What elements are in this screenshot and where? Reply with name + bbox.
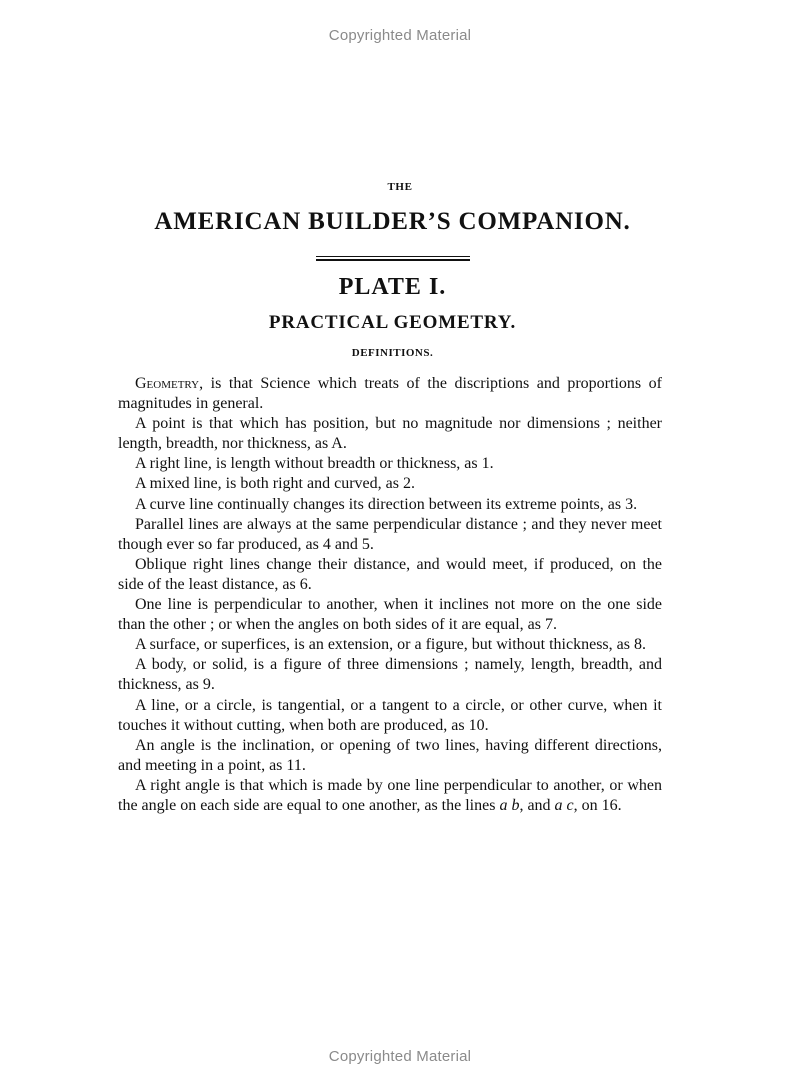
watermark-bottom: Copyrighted Material xyxy=(328,1048,472,1065)
definition-paragraph xyxy=(118,776,662,816)
definition-text: , is that Science which treats of the discriptions and proportions of magnitudes in general. xyxy=(118,375,662,413)
definition-paragraph: A point is that which has position, but no magnitude nor dimensions ; neither length, breadth, nor thickness, as A. xyxy=(118,415,662,453)
definition-lead: Geometry xyxy=(135,375,200,392)
title-kicker: THE xyxy=(387,181,413,193)
definition-paragraph: Parallel lines are always at the same perpendicular distance ; and they never meet though ever so far produced, as 4 and 5. xyxy=(118,515,662,553)
definition-paragraph: A mixed line, is both right and curved, as 2. xyxy=(135,475,415,493)
definition-paragraph: A surface, or superfices, is an extension, or a figure, but without thickness, as 8. xyxy=(135,636,646,654)
book-title: AMERICAN BUILDER’S COMPANION. xyxy=(154,208,631,235)
title-rule xyxy=(316,256,470,261)
section-heading: DEFINITIONS. xyxy=(351,347,434,359)
definition-paragraph: One line is perpendicular to another, when it inclines not more on the one side than the other ; or when the angles on both sides of it are equal, as 7. xyxy=(118,596,662,634)
definition-paragraph xyxy=(118,374,662,414)
definition-paragraph: A right line, is length without breadth or thickness, as 1. xyxy=(135,455,494,473)
definition-paragraph: An angle is the inclination, or opening of two lines, having different directions, and meeting in a point, as 11. xyxy=(118,736,662,774)
subject-heading: PRACTICAL GEOMETRY. xyxy=(268,312,517,333)
definition-text: , on 16. xyxy=(573,796,622,814)
definition-paragraph: A body, or solid, is a figure of three dimensions ; namely, length, breadth, and thickness, as 9. xyxy=(118,656,662,694)
line-label-ab: a b xyxy=(499,796,520,814)
plate-heading: PLATE I. xyxy=(338,274,447,300)
line-label-ac: a c xyxy=(554,796,574,814)
definition-paragraph: A line, or a circle, is tangential, or a tangent to a circle, or other curve, when it touches it without cutting, when both are produced, as 10. xyxy=(118,696,662,734)
definition-paragraph: A curve line continually changes its direction between its extreme points, as 3. xyxy=(135,495,638,513)
watermark-top: Copyrighted Material xyxy=(328,27,472,44)
definitions-body xyxy=(118,374,662,816)
definition-paragraph: Oblique right lines change their distance, and would meet, if produced, on the side of the least distance, as 6. xyxy=(118,555,662,593)
definition-text: A right angle is that which is made by one line perpendicular to another, or when the angle on each side are equal to one another, as the lines xyxy=(118,776,662,814)
definition-text: , and xyxy=(519,796,555,814)
